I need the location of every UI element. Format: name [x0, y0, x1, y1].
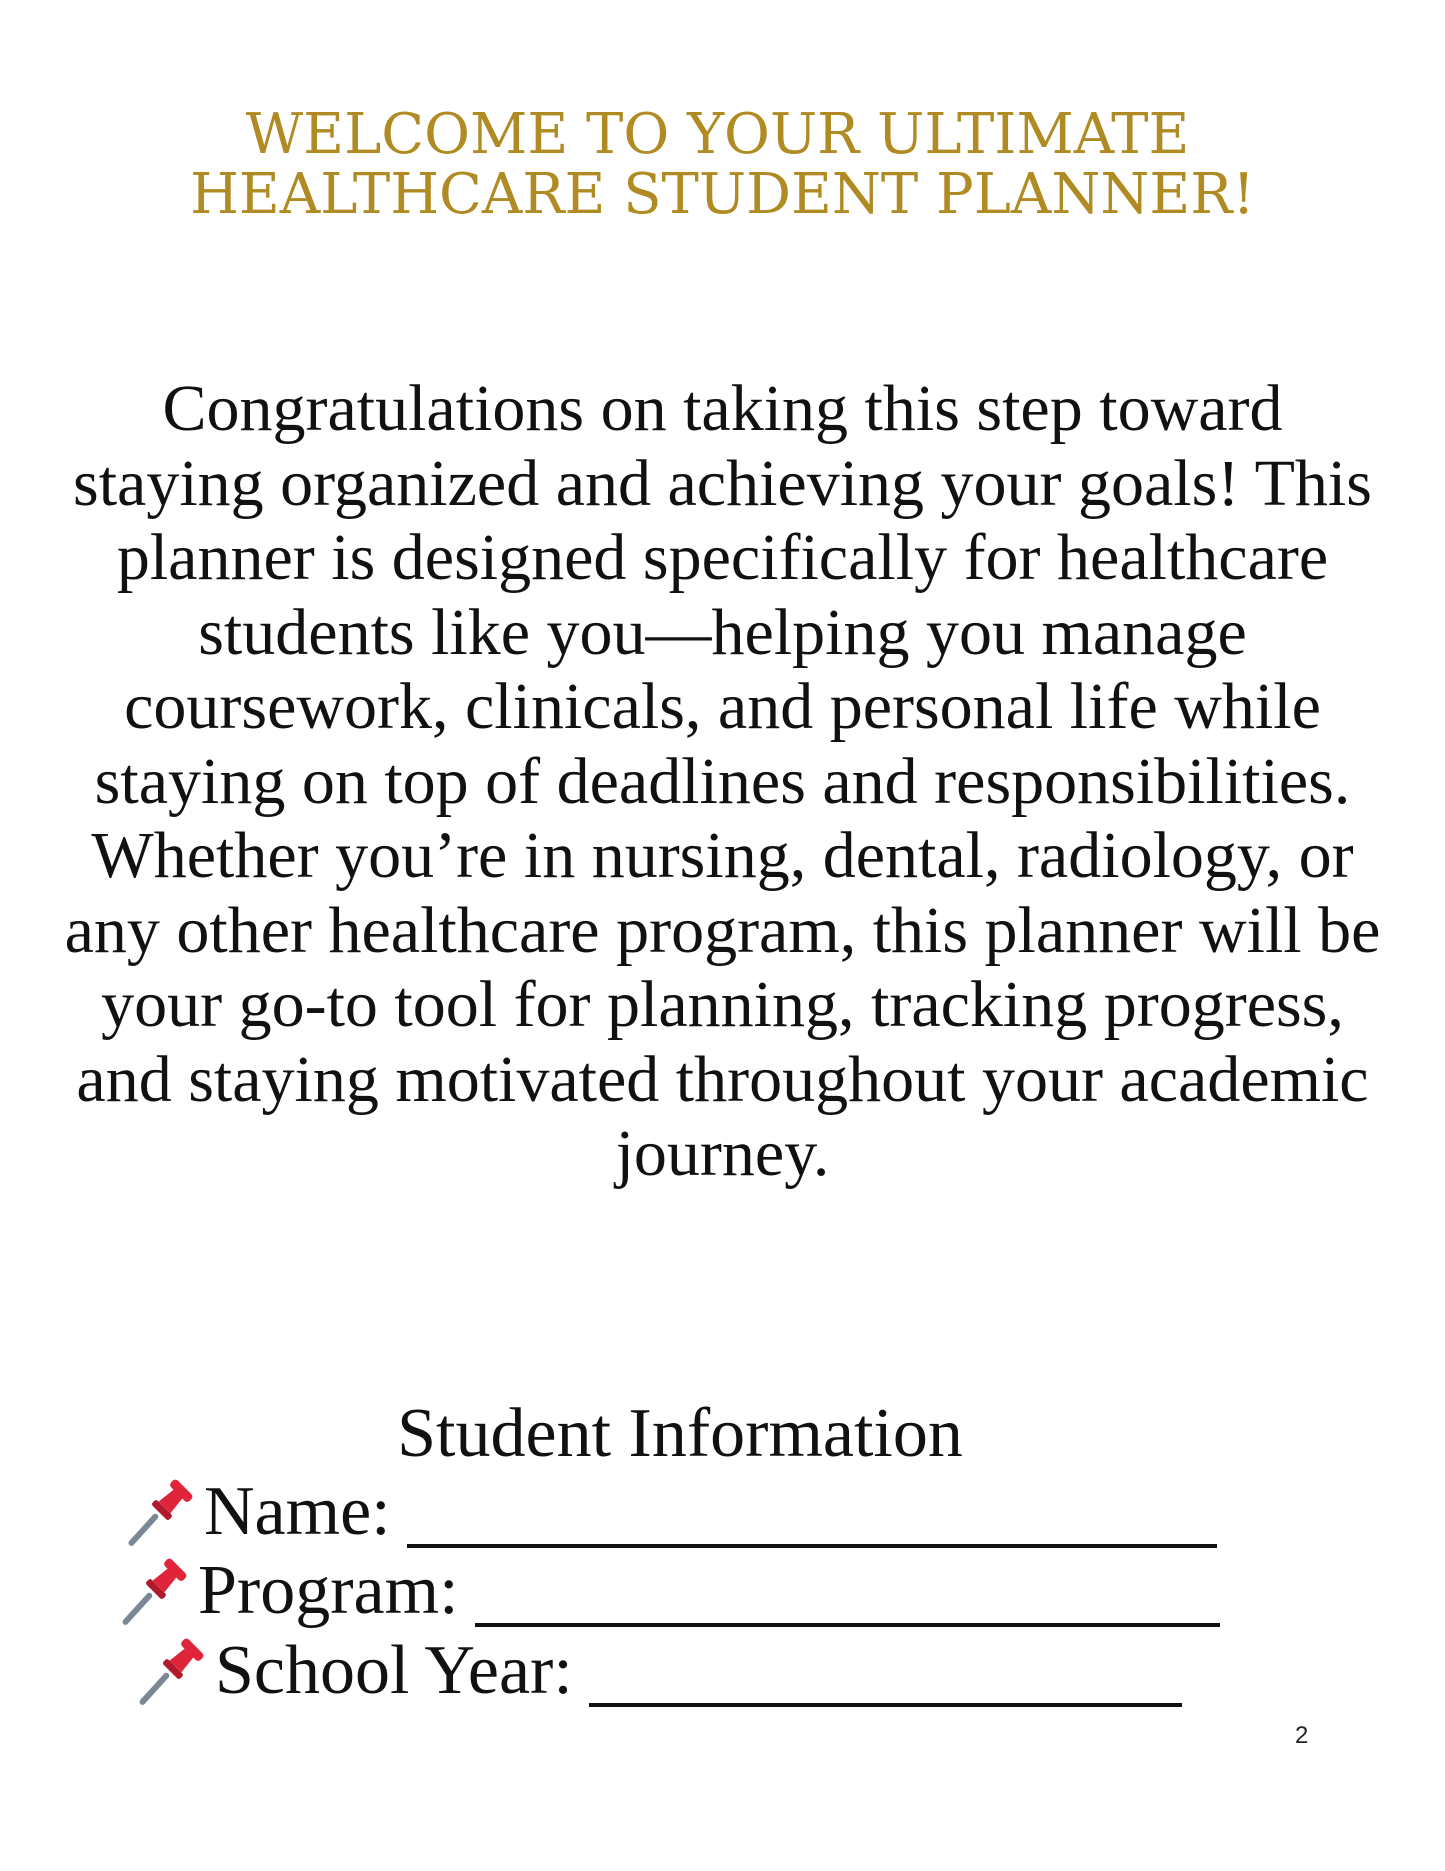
name-label: Name:	[204, 1473, 391, 1550]
school-year-label: School Year:	[215, 1632, 573, 1709]
intro-paragraph-1: Congratulations on taking this step toward staying organized and achieving your goals! This planner is designed specifically for healthcare students like you—helping you manage coursework, clinicals, and personal life while staying on top of deadlines and responsibilities.	[73, 372, 1372, 818]
page-number: 2	[1295, 1722, 1309, 1749]
name-field-row	[122, 1472, 1217, 1552]
title-line-2: HEALTHCARE STUDENT PLANNER!	[190, 162, 1255, 227]
title-line-1: WELCOME TO YOUR ULTIMATE	[245, 102, 1190, 167]
page-title	[0, 102, 1445, 227]
pushpin-icon	[122, 1474, 198, 1550]
student-information-heading: Student Information	[397, 1395, 963, 1472]
school-year-blank-line[interactable]	[589, 1651, 1182, 1707]
program-blank-line[interactable]	[475, 1571, 1220, 1627]
program-label: Program:	[198, 1552, 459, 1629]
intro-paragraph-2: Whether you’re in nursing, dental, radiology, or any other healthcare program, this planner will be your go-to tool for planning, tracking progress, and staying motivated throughout your academic journey.	[64, 819, 1381, 1190]
school-year-field-row	[133, 1631, 1182, 1711]
pushpin-icon	[133, 1633, 209, 1709]
name-blank-line[interactable]	[407, 1492, 1217, 1548]
pushpin-icon	[116, 1553, 192, 1629]
intro-text	[60, 372, 1385, 1192]
program-field-row	[116, 1551, 1220, 1631]
